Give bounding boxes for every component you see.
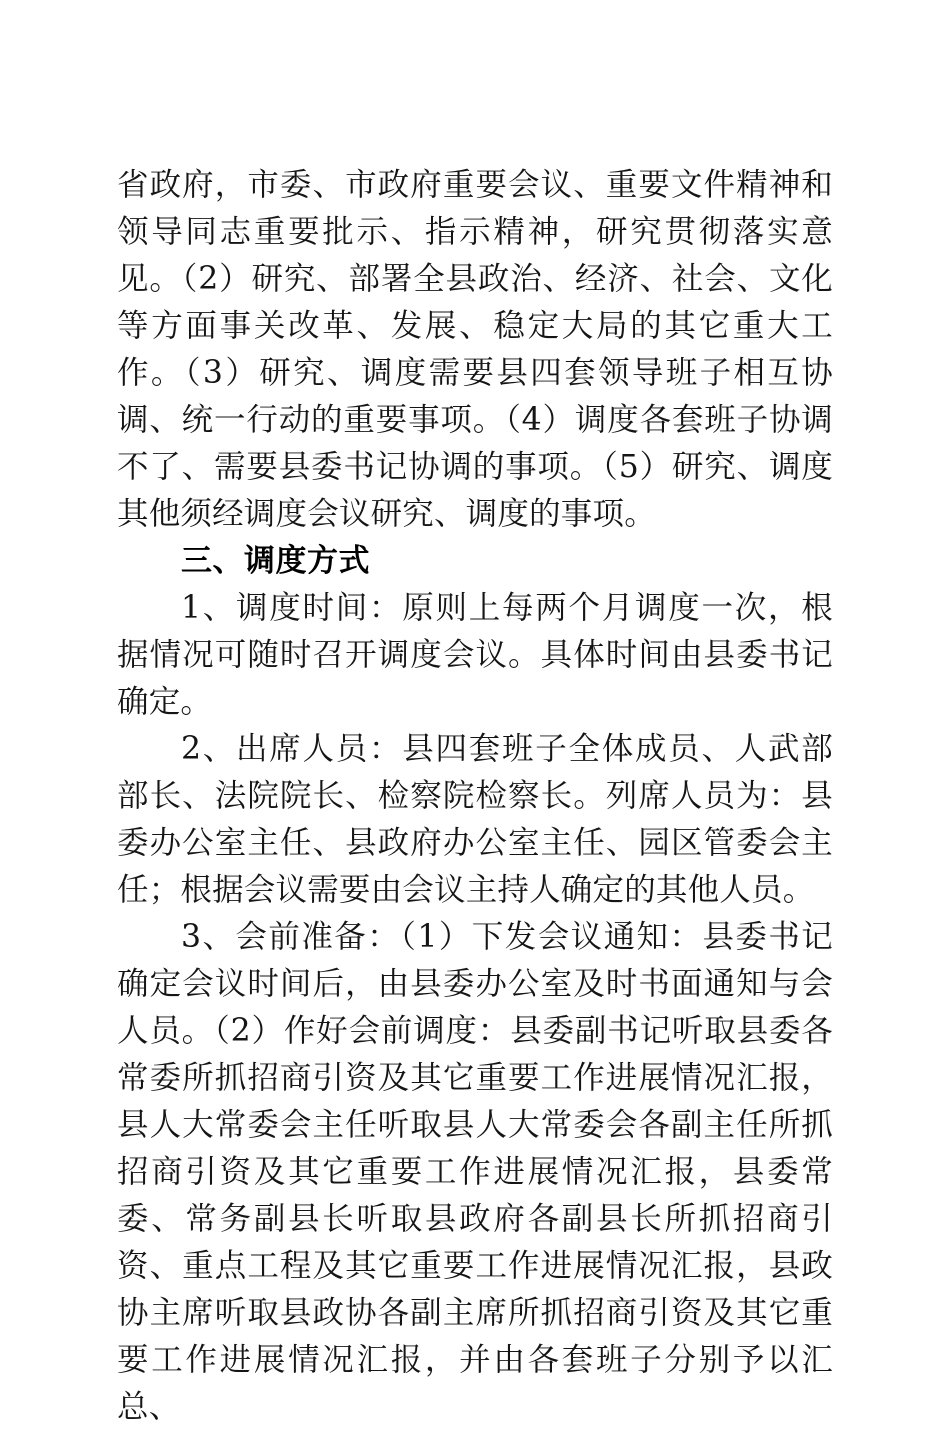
paragraph-item-2: 2、出席人员：县四套班子全体成员、人武部部长、法院院长、检察院检察长。列席人员为：县委办公室主任、县政府办公室主任、园区管委会主任；根据会议需要由会议主持人确定的其他人员。 [117, 731, 833, 908]
heading-section-three: 三、调度方式 [181, 543, 370, 579]
paragraph-item-3: 3、会前准备：（1）下发会议通知：县委书记确定会议时间后，由县委办公室及时书面通知与会人员。（2）作好会前调度：县委副书记听取县委各常委所抓招商引资及其它重要工作进展情况汇报，县人大常委会主任听取县人大常委会各副主任所抓招商引资及其它重要工作进展情况汇报，县委常委、常务副县长听取县政府各副县长所抓招商引资、重点工程及其它重要工作进展情况汇报，县政协主席听取县政协各副主席所抓招商引资及其它重要工作进展情况汇报，并由各套班子分别予以汇总、 [117, 919, 833, 1425]
paragraph-continuation: 省政府，市委、市政府重要会议、重要文件精神和领导同志重要批示、指示精神，研究贯彻落实意见。（2）研究、部署全县政治、经济、社会、文化等方面事关改革、发展、稳定大局的其它重大工作。（3）研究、调度需要县四套领导班子相互协调、统一行动的重要事项。（4）调度各套班子协调不了、需要县委书记协调的事项。（5）研究、调度其他须经调度会议研究、调度的事项。 [117, 167, 833, 532]
paragraph-item-1: 1、调度时间：原则上每两个月调度一次，根据情况可随时召开调度会议。具体时间由县委书记确定。 [117, 590, 833, 720]
document-body [117, 162, 833, 1431]
